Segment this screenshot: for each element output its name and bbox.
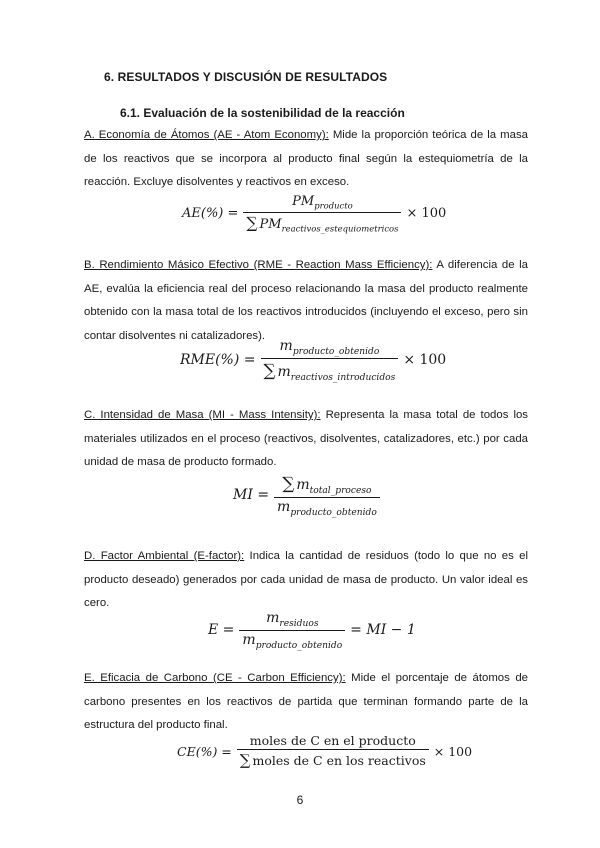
formula-lhs: CE(%) = [177, 743, 232, 759]
definition-atom-economy: Mide la proporción teórica de la masa de los reactivos que se incorpora al producto final según la estequiometría de la reacción. Excluye disolventes y reactivos en exceso. [84, 129, 528, 188]
fraction [239, 610, 345, 651]
formula-lhs: AE(%) = [182, 206, 239, 222]
denominator: $m_{producto\_obtenido}$ [274, 497, 380, 518]
formula-rhs: × 100 [433, 743, 473, 759]
formula-carbon-efficiency [177, 733, 472, 769]
numerator: $PM_{producto}$ [292, 194, 353, 211]
subsection-heading: 6.1. Evaluación de la sostenibilidad de la reacción [120, 106, 405, 120]
numerator: $m_{producto\_obtenido}$ [279, 338, 380, 357]
formula-reaction-mass-efficiency [180, 338, 446, 383]
section-heading: 6. RESULTADOS Y DISCUSIÓN DE RESULTADOS [104, 70, 388, 84]
denominator: ∑ $m_{reactivos\_introducidos}$ [261, 358, 399, 383]
formula-lhs: E = [208, 622, 235, 639]
numerator: $m_{residuos}$ [266, 610, 319, 629]
term-mass-intensity: C. Intensidad de Masa (MI - Mass Intensity): [84, 409, 321, 421]
definition-e-factor: Indica la cantidad de residuos (todo lo que no es el producto deseado) generados por cada unidad de masa de producto. Un valor ideal es cero. [84, 550, 528, 609]
fraction [237, 733, 429, 769]
fraction [243, 194, 401, 233]
denominator: ∑ $PM_{reactivos\_estequiometricos}$ [243, 212, 401, 234]
formula-mass-intensity [233, 473, 385, 518]
definition-mass-intensity: Representa la masa total de todos los materiales utilizados en el proceso (reactivos, disolventes, catalizadores, etc.) por cada unidad de masa de producto formado. [84, 409, 529, 468]
formula-rhs: × 100 [406, 206, 447, 222]
paragraph-carbon-efficiency [84, 667, 528, 738]
paragraph-atom-economy [84, 124, 528, 195]
definition-carbon-efficiency: Mide el porcentaje de átomos de carbono presentes en los reactivos de partida que terminan formando parte de la estructura del producto final. [84, 672, 528, 731]
formula-rhs: × 100 [403, 352, 447, 369]
page-number: 6 [296, 793, 304, 807]
term-e-factor: D. Factor Ambiental (E-factor): [84, 550, 245, 562]
numerator: moles de C en el producto [249, 733, 416, 748]
formula-atom-economy [182, 194, 446, 233]
paragraph-mass-intensity [84, 404, 528, 475]
term-reaction-mass-efficiency: B. Rendimiento Másico Efectivo (RME - Reaction Mass Efficiency): [84, 259, 433, 271]
fraction [261, 338, 399, 383]
paragraph-e-factor [84, 545, 528, 616]
denominator: ∑ moles de C en los reactivos [237, 749, 429, 769]
term-carbon-efficiency: E. Eficacia de Carbono (CE - Carbon Efficiency): [84, 672, 346, 684]
denominator: $m_{producto\_obtenido}$ [239, 630, 345, 651]
fraction [274, 473, 380, 518]
formula-lhs: MI = [233, 487, 270, 504]
formula-e-factor [208, 610, 416, 651]
definition-reaction-mass-efficiency: A diferencia de la AE, evalúa la eficiencia real del proceso relacionando la masa del producto realmente obtenido con la masa total de los reactivos introducidos (incluyendo el exceso, pero sin contar disolventes ni catalizadores). [84, 259, 528, 342]
numerator: ∑ $m_{total\_proceso}$ [282, 473, 372, 496]
paragraph-reaction-mass-efficiency [84, 254, 528, 348]
term-atom-economy: A. Economía de Átomos (AE - Atom Economy): [84, 129, 329, 141]
formula-lhs: RME(%) = [180, 352, 256, 369]
formula-rhs: = MI − 1 [350, 622, 416, 639]
